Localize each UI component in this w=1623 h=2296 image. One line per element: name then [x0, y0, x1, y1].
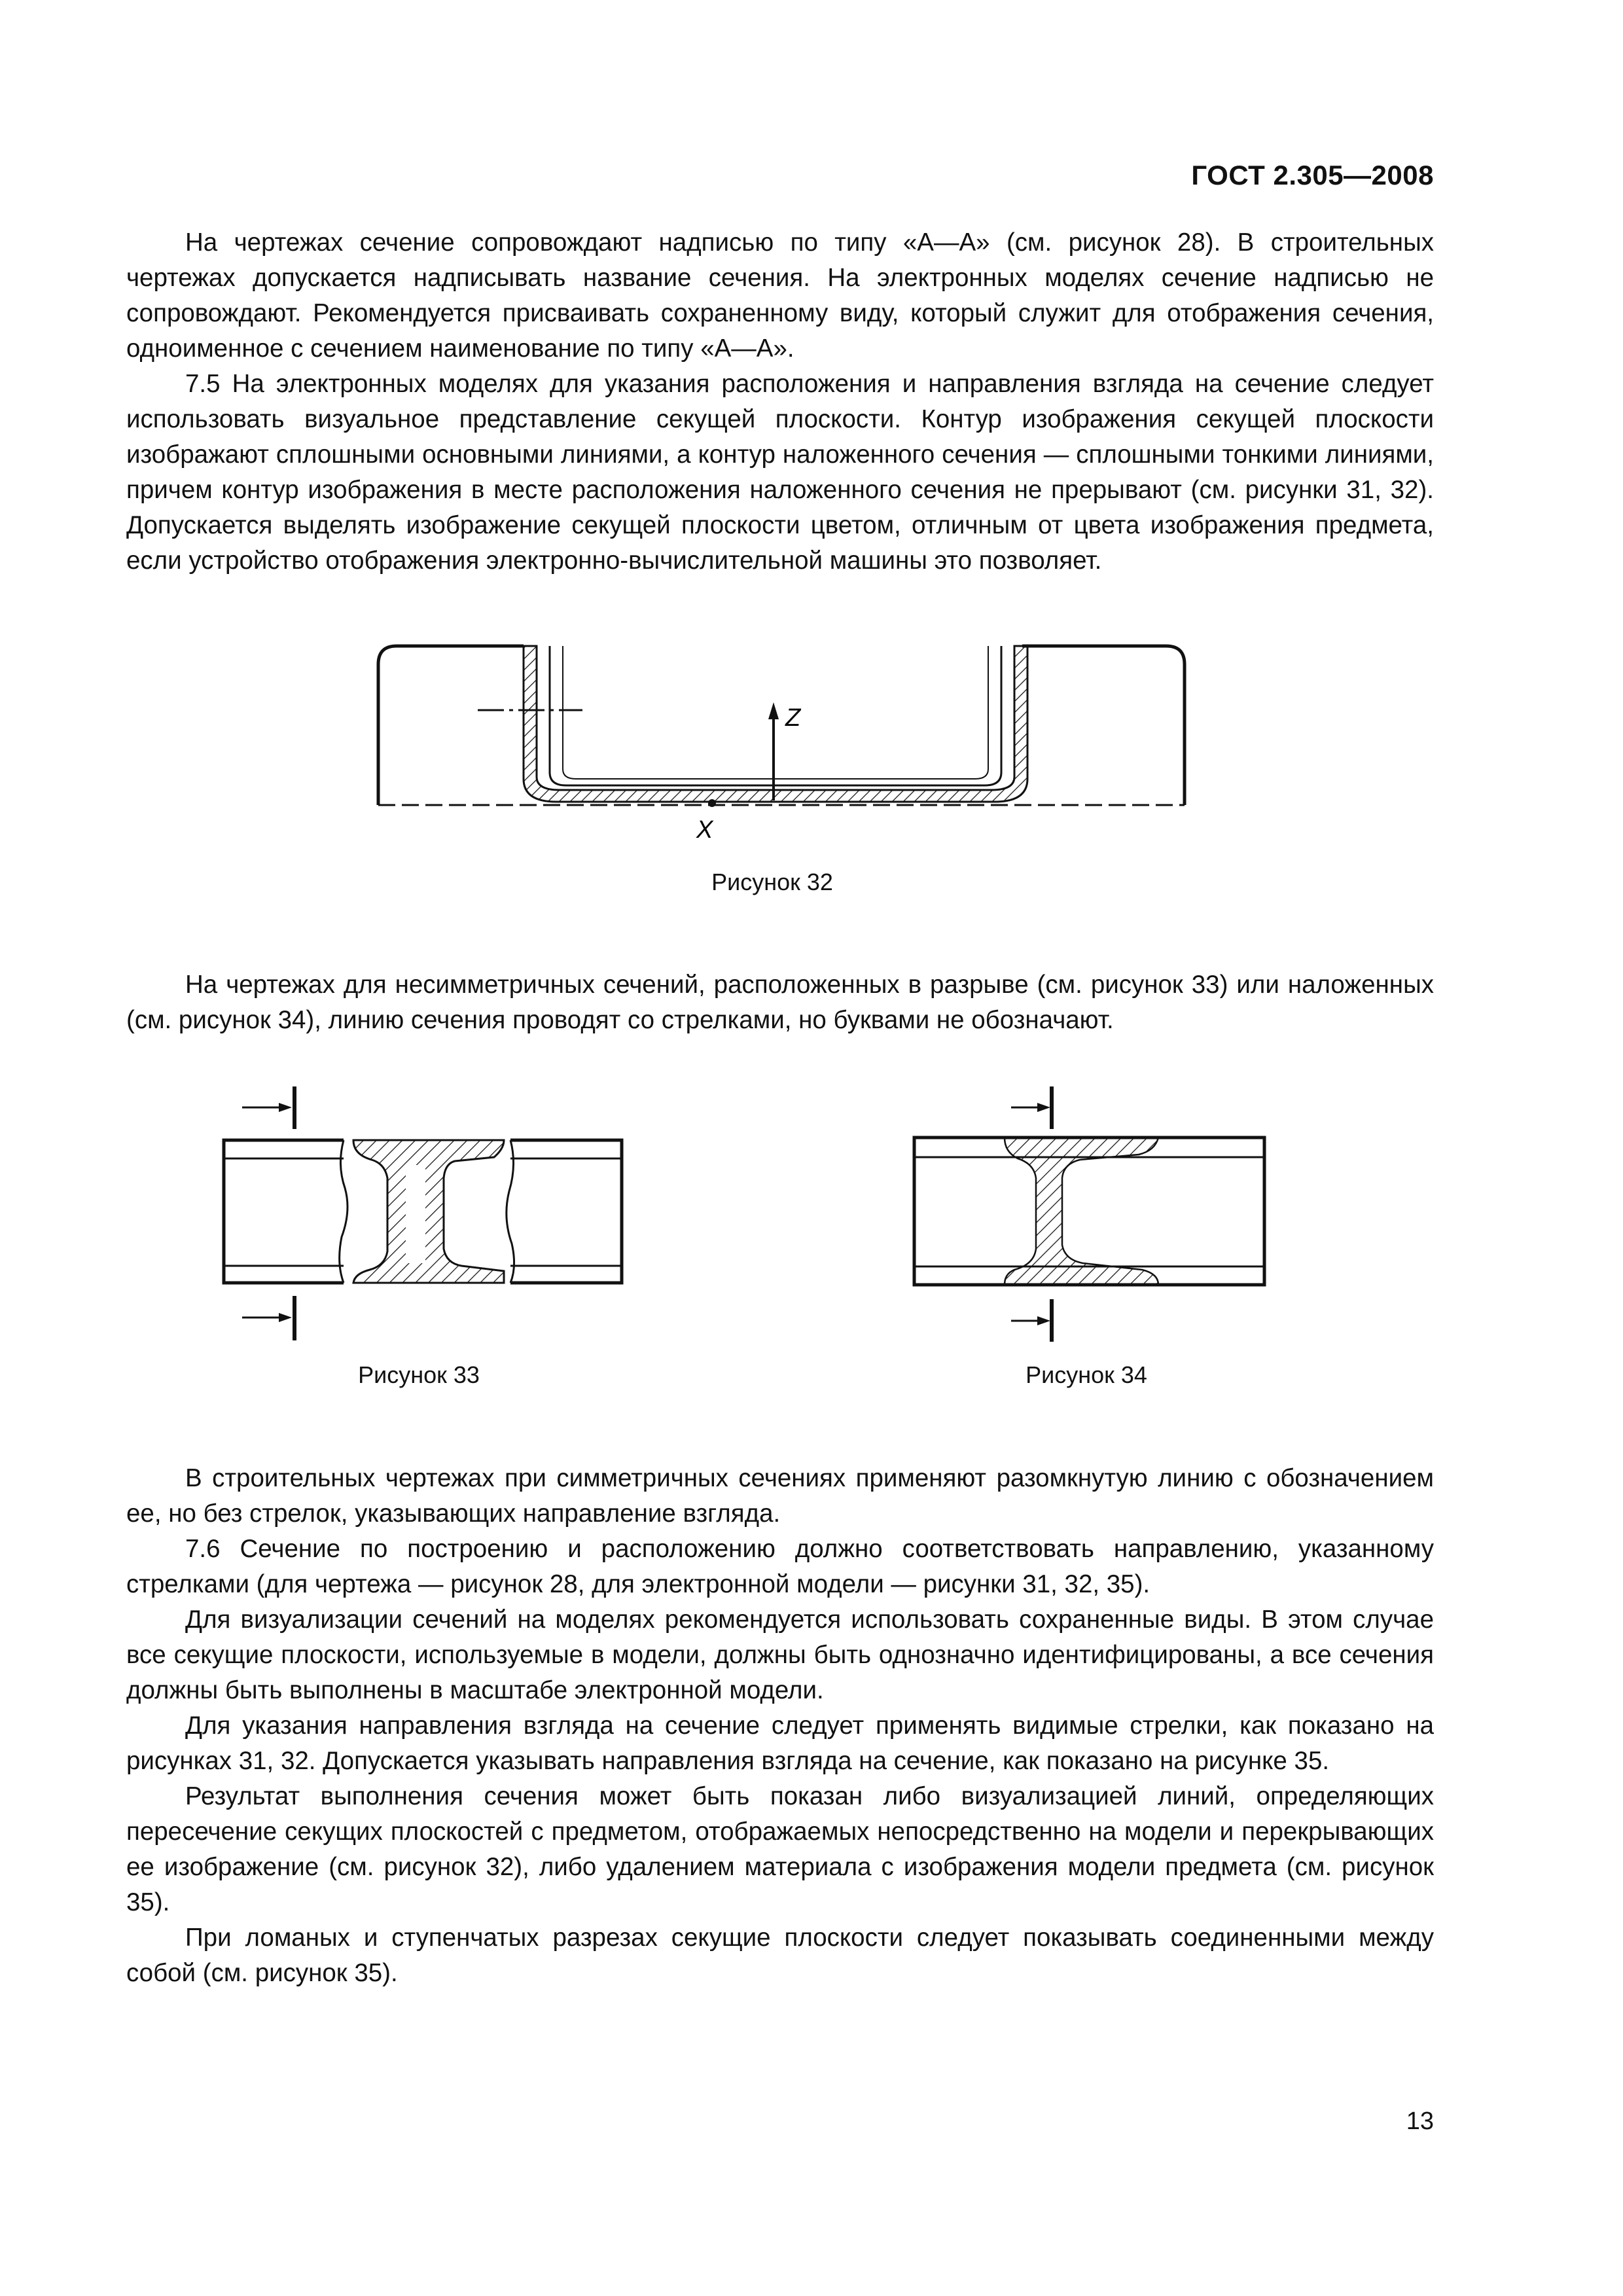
paragraph: В строительных чертежах при симметричных сечениях применяют разомкнутую линию с обозначением ее, но без стрелок, указывающих направление взгляда.: [126, 1464, 1434, 1528]
paragraph: Для указания направления взгляда на сечение следует применять видимые стрелки, как показано на рисунках 31, 32. Допускается указывать направления взгляда на сечение, как показано на рисунке 35.: [126, 1712, 1434, 1775]
paragraph: 7.6 Сечение по построению и расположению должно соответствовать направлению, указанному стрелками (для чертежа — рисунок 28, для электронной модели — рисунки 31, 32, 35).: [126, 1535, 1434, 1598]
text-block-1: [126, 225, 1434, 579]
paragraph: На чертежах для несимметричных сечений, расположенных в разрыве (см. рисунок 33) или наложенных (см. рисунок 34), линию сечения проводят со стрелками, но буквами не обозначают.: [126, 971, 1434, 1034]
figure-34-drawing: [906, 1080, 1273, 1342]
paragraph: Результат выполнения сечения может быть показан либо визуализацией линий, определяющих пересечение секущих плоскостей с предметом, отображаемых непосредственно на модели и перекрывающих ее изображение (см. рисунок 32), либо удалением материала с изображения модели предмета (см. рисунок 35).: [126, 1782, 1434, 1916]
paragraph: Для визуализации сечений на моделях рекомендуется использовать сохраненные виды. В этом случае все секущие плоскости, используемые в модели, должны быть однозначно идентифицированы, а все сечения должны быть выполнены в масштабе электронной модели.: [126, 1605, 1434, 1704]
figure-32-caption: Рисунок 32: [711, 869, 833, 895]
paragraph: При ломаных и ступенчатых разрезах секущие плоскости следует показывать соединенными между собой (см. рисунок 35).: [126, 1924, 1434, 1987]
page-number: 13: [1406, 2108, 1434, 2135]
figure-34-caption: Рисунок 34: [1026, 1361, 1147, 1388]
axis-z-label: Z: [785, 704, 801, 732]
figure-32-drawing: [366, 638, 1198, 848]
figure-33-drawing: [216, 1080, 635, 1342]
text-block-3: [126, 1461, 1434, 1991]
paragraph: 7.5 На электронных моделях для указания расположения и направления взгляда на сечение следует использовать визуальное представление секущей плоскости. Контур изображения секущей плоскости изображают сплошными основными линиями, а контур наложенного сечения — сплошными тонкими линиями, причем контур изображения в месте расположения наложенного сечения не прерывают (см. рисунки 31, 32). Допускается выделять изображение секущей плоскости цветом, отличным от цвета изображения предмета, если устройство отображения электронно-вычислительной машины это позволяет.: [126, 370, 1434, 575]
figure-33-caption: Рисунок 33: [358, 1361, 480, 1388]
axis-x-label: X: [696, 816, 713, 844]
paragraph: На чертежах сечение сопровождают надписью по типу «А—А» (см. рисунок 28). В строительных чертежах допускается надписывать название сечения. На электронных моделях сечение надписью не сопровождают. Рекомендуется присваивать сохраненному виду, который служит для отображения сечения, одноименное с сечением наименование по типу «А—А».: [126, 228, 1434, 363]
document-id: ГОСТ 2.305—2008: [1191, 160, 1434, 190]
text-block-2: [126, 967, 1434, 1038]
